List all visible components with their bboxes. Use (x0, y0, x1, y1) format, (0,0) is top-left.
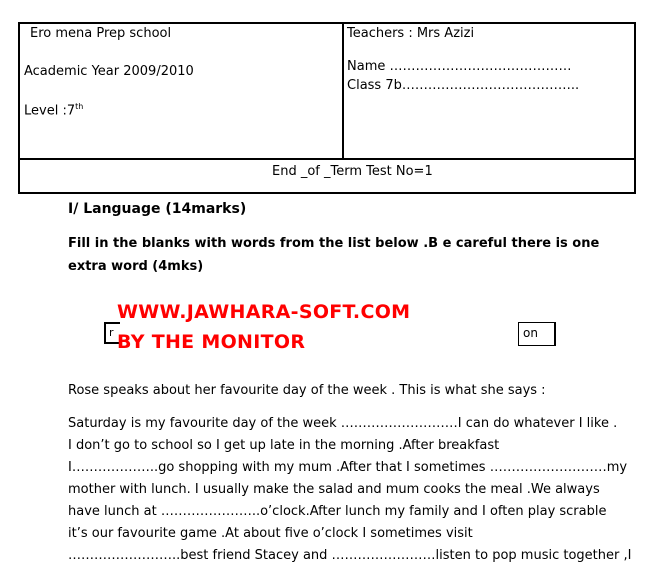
name-field: Name …………………………………… (347, 59, 572, 74)
passage-line: I………………..go shopping with my mum .After that I sometimes ………………………my (68, 460, 628, 475)
level (24, 102, 83, 118)
instruction-line-2: extra word (4mks) (68, 259, 204, 274)
instruction-line-1: Fill in the blanks with words from the list below .B e careful there is one (68, 236, 600, 251)
watermark-url: WWW.JAWHARA-SOFT.COM (117, 301, 411, 323)
watermark-monitor: BY THE MONITOR (117, 331, 306, 353)
passage-line: I don’t go to school so I get up late in the morning .After breakfast (68, 438, 500, 453)
word-box-right-text: on (523, 326, 538, 340)
teachers: Teachers : Mrs Azizi (347, 26, 475, 41)
word-box-right (518, 322, 556, 346)
header-divider-vertical (342, 22, 344, 159)
header-divider-horizontal (18, 158, 636, 160)
passage-line: have lunch at …………………..o’clock.After lunch my family and I often play scrable (68, 504, 607, 519)
class-field: Class 7b………………………………….. (347, 78, 580, 93)
academic-year: Academic Year 2009/2010 (24, 64, 194, 79)
level-text: Level :7 (24, 103, 76, 119)
passage-line: mother with lunch. I usually make the salad and mum cooks the meal .We always (68, 482, 600, 497)
word-box-left-text: r (109, 326, 114, 339)
passage-line: Saturday is my favourite day of the week ………………………I can do whatever I like . (68, 416, 618, 431)
passage-intro: Rose speaks about her favourite day of the week . This is what she says : (68, 383, 546, 398)
test-title: End _of _Term Test No=1 (272, 164, 433, 179)
passage-line: ……………………..best friend Stacey and ……………………listen to pop music together ,I (68, 548, 632, 563)
school-name: Ero mena Prep school (30, 26, 172, 41)
section-title: I/ Language (14marks) (68, 201, 247, 217)
passage-line: it’s our favourite game .At about five o’clock I sometimes visit (68, 526, 473, 541)
level-sup: th (75, 102, 84, 111)
